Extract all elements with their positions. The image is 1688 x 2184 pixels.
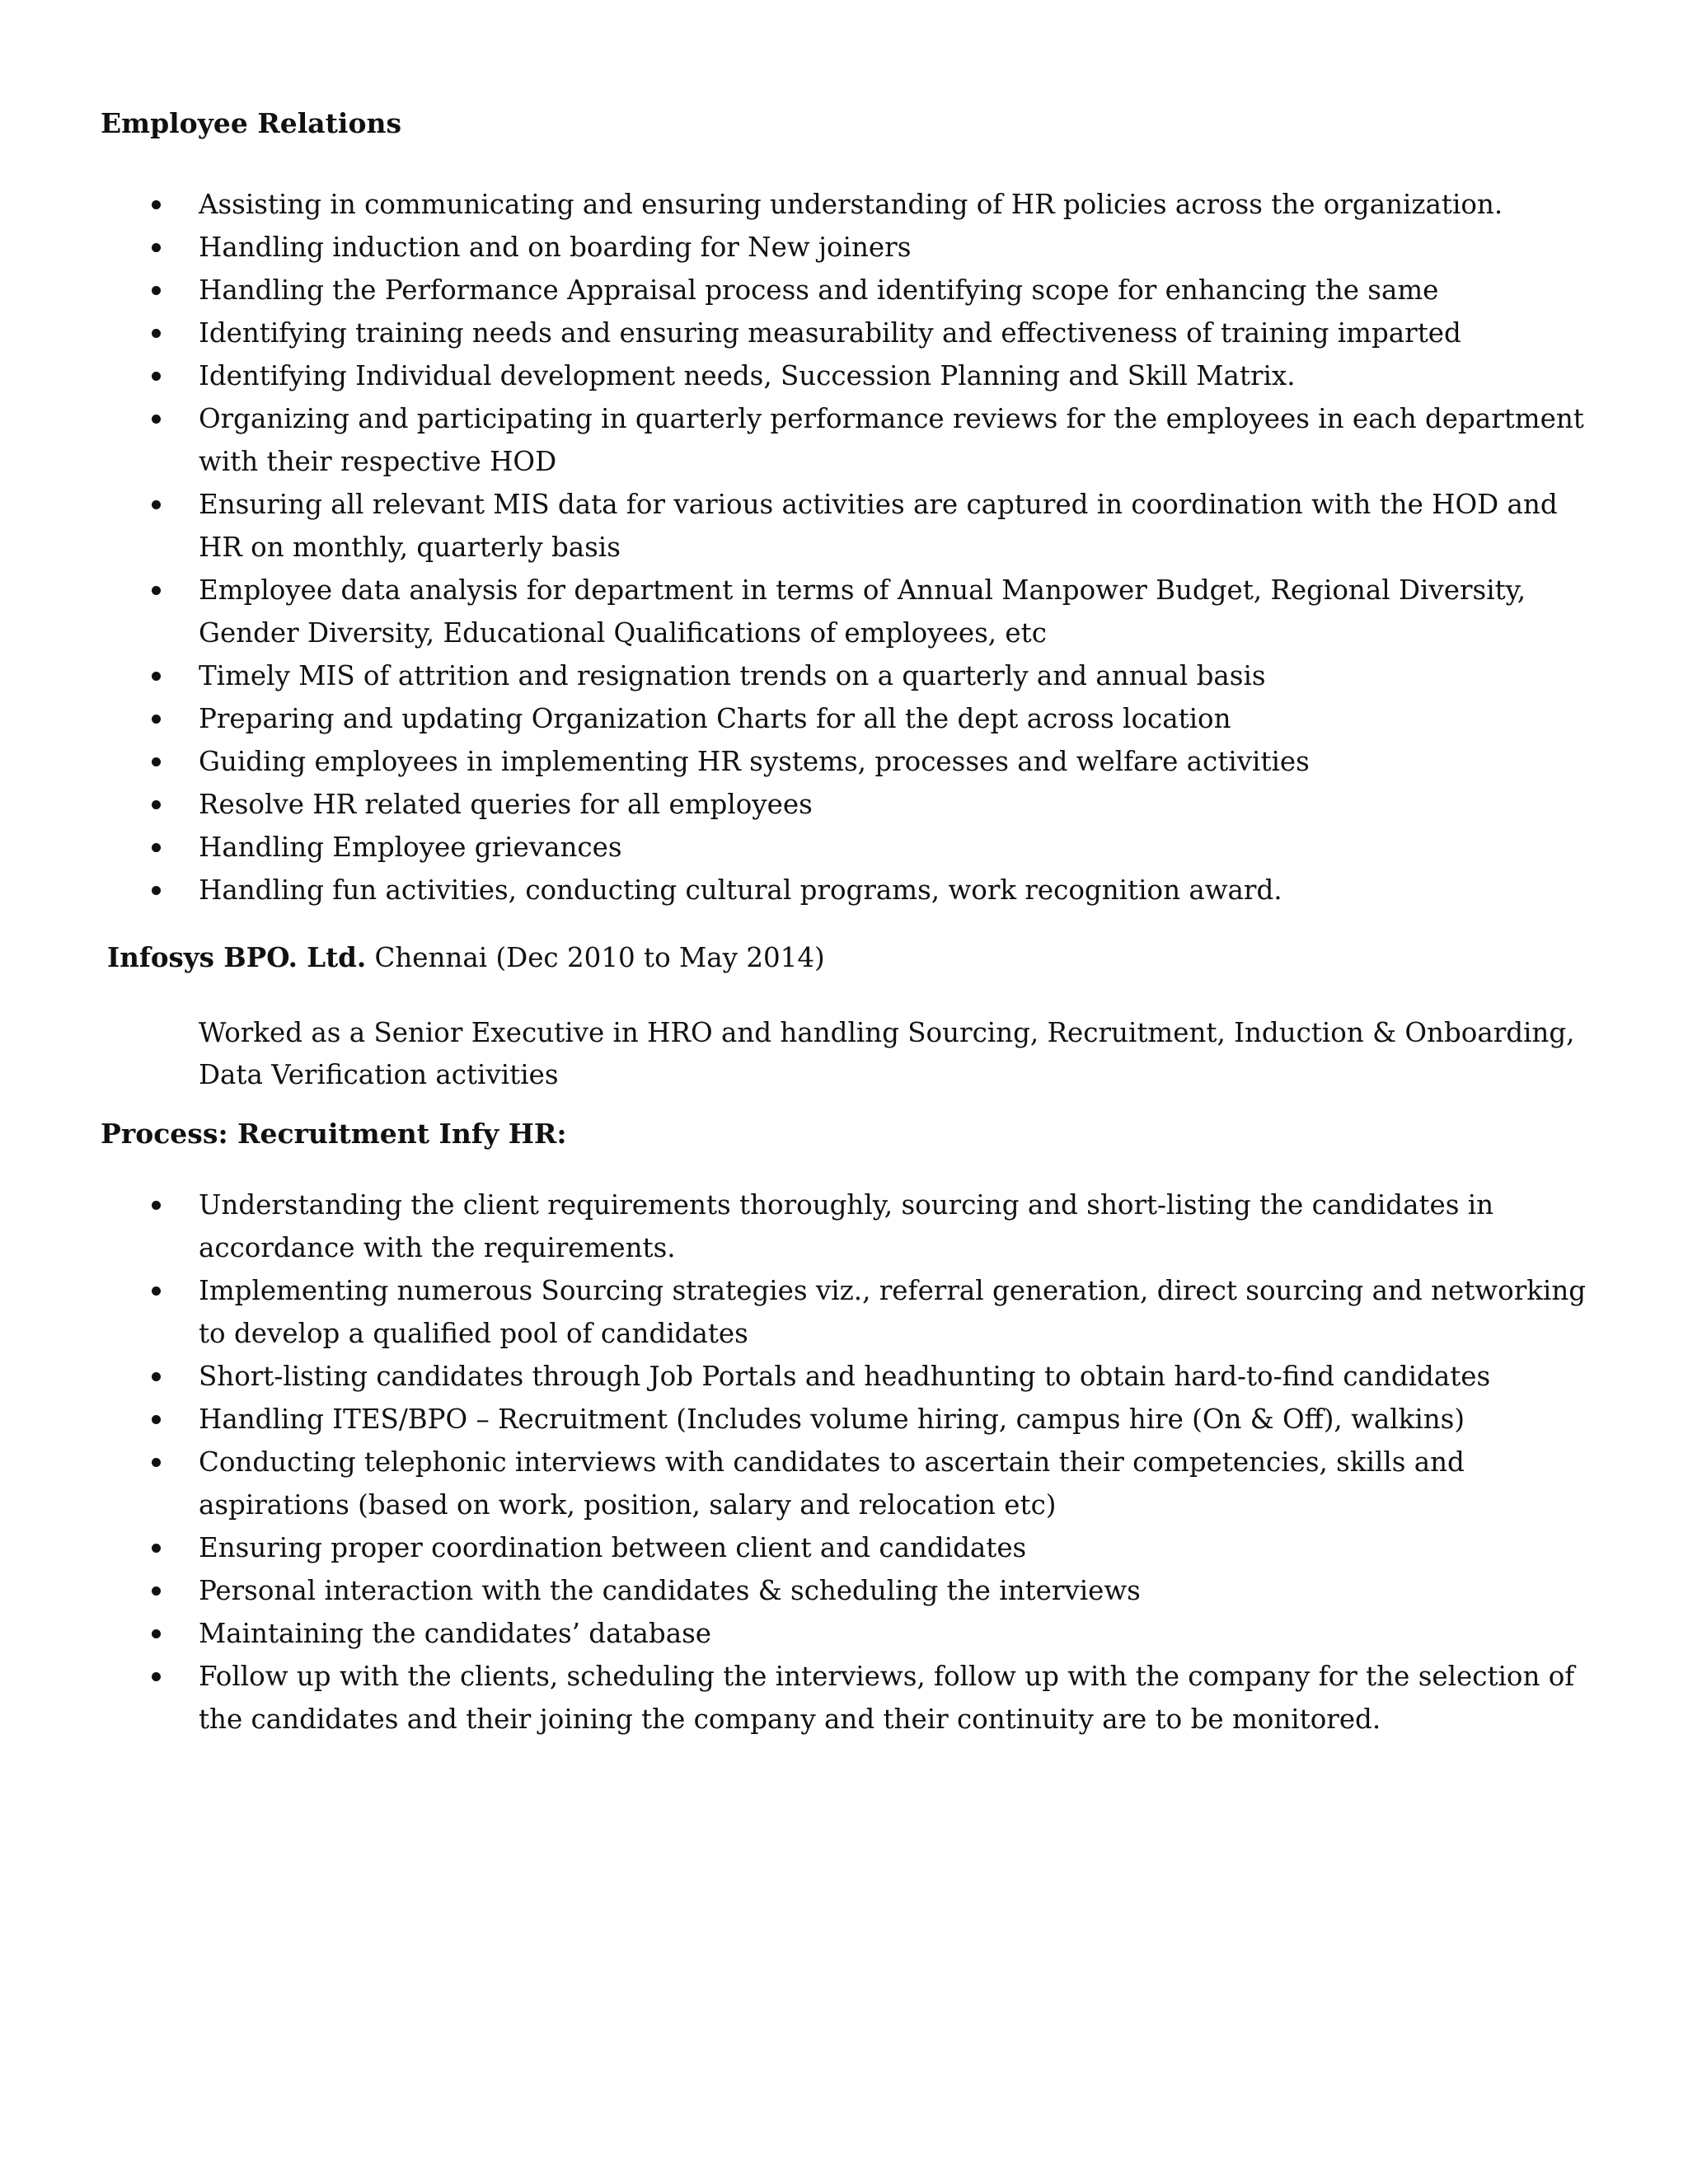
list-item: Conducting telephonic interviews with candidates to ascertain their competencies, skills and aspirations (based on work, position, salary and relocation etc) (0, 1441, 1688, 1526)
bullet-icon (152, 1672, 161, 1681)
bullet-icon (152, 415, 161, 424)
bullet-icon (152, 800, 161, 809)
bullet-icon (152, 586, 161, 595)
list-item: Understanding the client requirements thoroughly, sourcing and short-listing the candidates in accordance with the requirements. (0, 1183, 1688, 1269)
bullet-icon (152, 1586, 161, 1596)
list-item: Follow up with the clients, scheduling the interviews, follow up with the company for the selection of the candidates and their joining the company and their continuity are to be monitored. (0, 1655, 1688, 1741)
bullet-icon (152, 1629, 161, 1638)
bullet-icon (152, 200, 161, 209)
bullet-icon (152, 1544, 161, 1553)
list-item: Implementing numerous Sourcing strategies viz., referral generation, direct sourcing and networking to develop a qualified pool of candidates (0, 1269, 1688, 1355)
company-name: Infosys BPO. Ltd. (107, 941, 367, 973)
bullet-icon (152, 757, 161, 766)
list-item: Handling induction and on boarding for New joiners (0, 226, 1688, 269)
list-item: Assisting in communicating and ensuring understanding of HR policies across the organization. (0, 183, 1688, 226)
bullet-icon (152, 843, 161, 852)
bullet-icon (152, 1372, 161, 1381)
list-item: Handling the Performance Appraisal process and identifying scope for enhancing the same (0, 269, 1688, 312)
bullet-icon (152, 243, 161, 252)
bullet-icon (152, 1201, 161, 1210)
list-item: Identifying Individual development needs, Succession Planning and Skill Matrix. (0, 354, 1688, 397)
list-item: Handling fun activities, conducting cultural programs, work recognition award. (0, 869, 1688, 912)
list-item: Timely MIS of attrition and resignation trends on a quarterly and annual basis (0, 654, 1688, 697)
bullet-icon (152, 500, 161, 509)
list-item: Ensuring proper coordination between client and candidates (0, 1526, 1688, 1569)
list-item: Ensuring all relevant MIS data for various activities are captured in coordination with the HOD and HR on monthly, quarterly basis (0, 483, 1688, 569)
list-item: Employee data analysis for department in terms of Annual Manpower Budget, Regional Diversity, Gender Diversity, Educational Qualifications of employees, etc (0, 569, 1688, 654)
list-item: Maintaining the candidates’ database (0, 1612, 1688, 1655)
section-heading-recruitment: Process: Recruitment Infy HR: (101, 1118, 567, 1150)
recruitment-list (0, 1183, 1688, 1741)
list-item: Handling Employee grievances (0, 826, 1688, 869)
bullet-icon (152, 672, 161, 681)
bullet-icon (152, 372, 161, 381)
list-item: Identifying training needs and ensuring measurability and effectiveness of training imparted (0, 312, 1688, 354)
list-item: Handling ITES/BPO – Recruitment (Includes volume hiring, campus hire (On & Off), walkins) (0, 1398, 1688, 1441)
company-location-dates: Chennai (Dec 2010 to May 2014) (366, 942, 825, 973)
bullet-icon (152, 886, 161, 895)
bullet-icon (152, 329, 161, 338)
list-item: Resolve HR related queries for all employees (0, 783, 1688, 826)
list-item: Organizing and participating in quarterly performance reviews for the employees in each department with their respective HOD (0, 397, 1688, 483)
list-item: Short-listing candidates through Job Portals and headhunting to obtain hard-to-find candidates (0, 1355, 1688, 1398)
list-item: Preparing and updating Organization Charts for all the dept across location (0, 697, 1688, 740)
bullet-icon (152, 1415, 161, 1424)
employee-relations-list (0, 183, 1688, 912)
section-heading-employee-relations: Employee Relations (101, 107, 402, 139)
company-line (107, 941, 825, 974)
role-description: Worked as a Senior Executive in HRO and handling Sourcing, Recruitment, Induction & Onboarding, Data Verification activities (199, 1017, 1575, 1090)
list-item: Guiding employees in implementing HR systems, processes and welfare activities (0, 740, 1688, 783)
bullet-icon (152, 1286, 161, 1296)
bullet-icon (152, 715, 161, 724)
bullet-icon (152, 286, 161, 295)
bullet-icon (152, 1458, 161, 1467)
list-item: Personal interaction with the candidates & scheduling the interviews (0, 1569, 1688, 1612)
